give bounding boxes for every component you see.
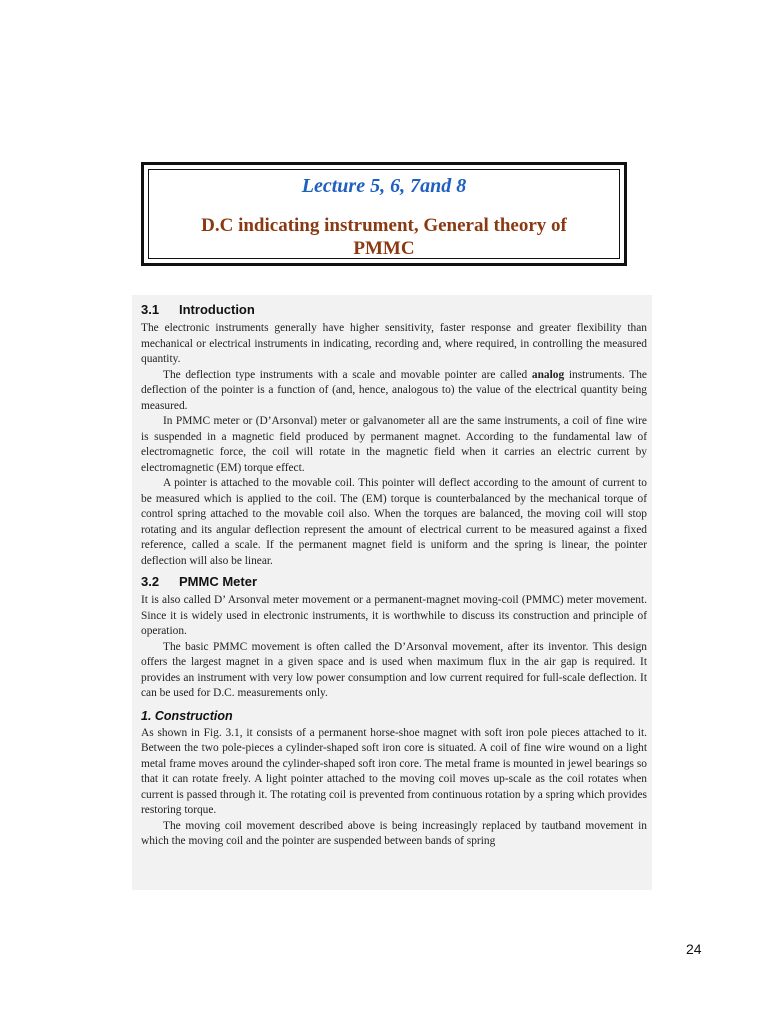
lecture-subtitle-line-1: D.C indicating instrument, General theory of: [201, 215, 567, 236]
lecture-heading: Lecture 5, 6, 7and 8: [301, 175, 467, 197]
scanned-text-region: [132, 295, 652, 890]
analog-term: analog: [531, 368, 565, 381]
lecture-subtitle-line-2: PMMC: [353, 238, 415, 259]
pmmc-paragraph-2: The basic PMMC movement is often called the D’Arsonval movement, after its inventor. This design offers the largest magnet in a given space and is used when maximum flux in the air gap is required. It provides an instrument with very low power consumption and low current required for full-scale deflection. It can be used for D.C. measurements only.: [141, 640, 647, 699]
pmmc-paragraph-1: It is also called D’ Arsonval meter movement or a permanent-magnet moving-coil (PMMC) meter movement. Since it is widely used in electronic instruments, it is worthwhile to discuss its construction and principle of operation.: [141, 594, 647, 637]
construction-paragraph-2: The moving coil movement described above is being increasingly replaced by tautband movement in which the moving coil and the pointer are suspended between bands of spring: [141, 819, 647, 847]
construction-heading: 1. Construction: [141, 708, 233, 723]
lecture-subtitle: [149, 214, 619, 260]
section-3-2-heading: [141, 574, 647, 589]
intro-paragraph-4: A pointer is attached to the movable coil. This pointer will deflect according to the amount of current to be measured which is applied to the coil. The (EM) torque is counterbalanced by the mechanical torque of control spring attached to the movable coil also. When the torques are balanced, the moving coil will stop rotating and its angular deflection represent the amount of electrical current to be measured against a fixed reference, called a scale. If the permanent magnet field is uniform and the spring is linear, the pointer deflection will also be linear.: [141, 477, 647, 567]
section-3-1-title: Introduction: [179, 302, 255, 317]
section-3-1-number: 3.1: [141, 302, 160, 317]
intro-paragraph-1: The electronic instruments generally have higher sensitivity, faster response and greater flexibility than mechanical or electrical instruments in indicating, recording and, where required, in controlling the measured quantity.: [141, 322, 647, 365]
intro-paragraph-2: [141, 368, 647, 415]
lecture-title-box: [141, 162, 627, 266]
intro-paragraph-3: In PMMC meter or (D’Arsonval) meter or galvanometer all are the same instruments, a coil of fine wire is suspended in a magnetic field produced by permanent magnet. According to the fundamental law of electromagnetic force, the coil will rotate in the magnetic field when it carries an electric current by electromagnetic (EM) torque effect.: [141, 415, 647, 474]
lecture-title-inner-frame: [148, 169, 620, 259]
section-3-1-heading: [141, 302, 647, 317]
section-3-2-title: PMMC Meter: [179, 574, 258, 589]
intro-paragraph-2-end: instruments. The deflection of the pointer is a function of (and, hence, analogous to) the value of the electrical quantity being measured.: [141, 368, 647, 412]
scanned-text-content: [141, 302, 647, 850]
page-number: 24: [686, 941, 702, 957]
construction-paragraph-1: As shown in Fig. 3.1, it consists of a permanent horse-shoe magnet with soft iron pole pieces attached to it. Between the two pole-pieces a cylinder-shaped soft iron core is situated. A coil of fine wire wound on a light metal frame moves around the cylinder-shaped soft iron core. The metal frame is mounted in jewel bearings so that it can rotate freely. A light pointer attached to the moving coil moves up-scale as the coil rotates when current is passed through it. The rotating coil is prevented from continuous rotation by a spring which provides restoring torque.: [141, 726, 647, 816]
section-3-2-number: 3.2: [141, 574, 160, 589]
intro-paragraph-2-start: The deflection type instruments with a scale and movable pointer are called: [163, 368, 532, 381]
